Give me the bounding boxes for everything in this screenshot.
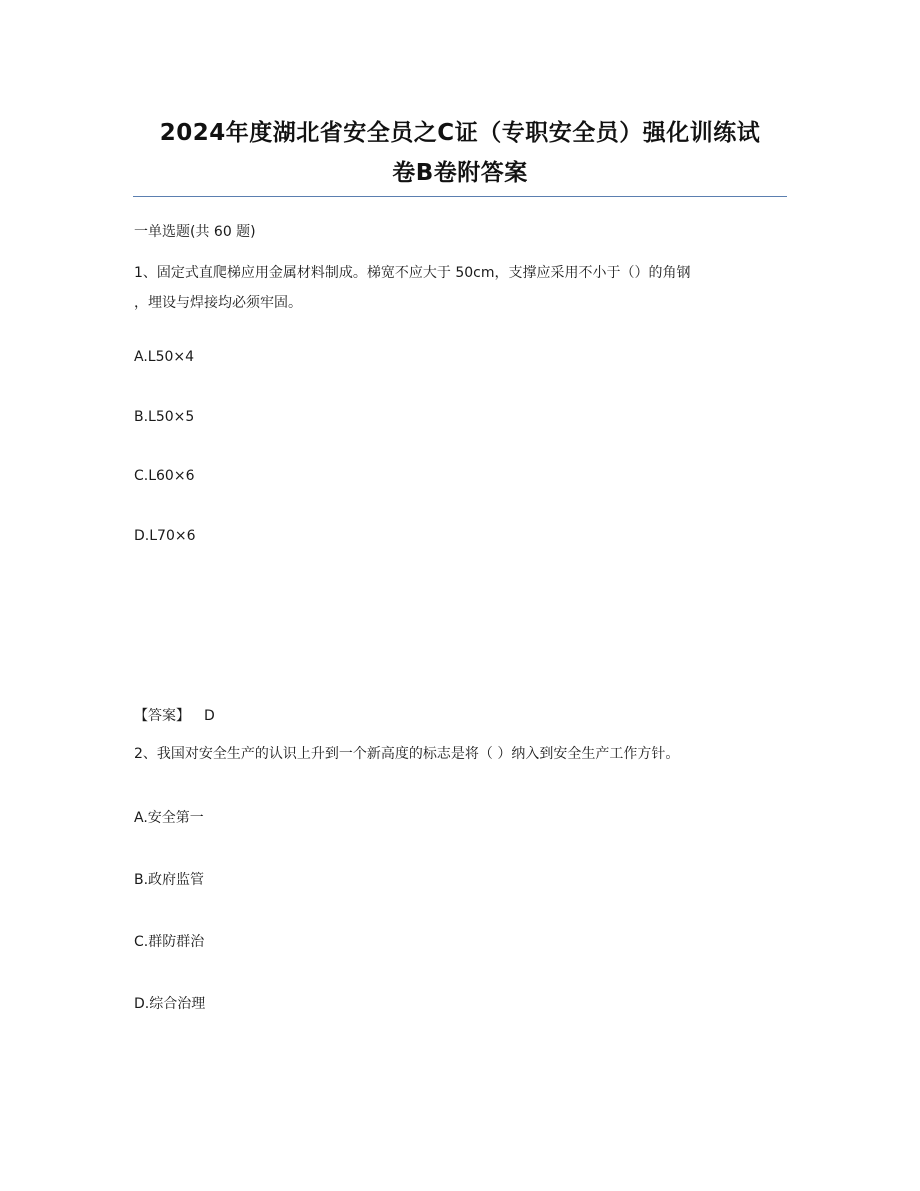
- question-1-option-d: D.L70×6: [134, 528, 196, 544]
- question-2-stem: 2、我国对安全生产的认识上升到一个新高度的标志是将（ ）纳入到安全生产工作方针。: [134, 746, 680, 762]
- question-1-stem-line-1: 1、固定式直爬梯应用金属材料制成。梯宽不应大于 50cm，支撑应采用不小于（）的角钢: [134, 265, 691, 281]
- answer-label: 【答案】: [134, 708, 190, 724]
- question-2-option-a: A.安全第一: [134, 810, 204, 826]
- answer-value: D: [204, 708, 215, 724]
- section-heading: 一单选题(共 60 题): [134, 224, 256, 240]
- question-2-option-b: B.政府监管: [134, 872, 205, 888]
- question-1-stem-line-2: ，埋设与焊接均必须牢固。: [134, 295, 302, 311]
- question-1-option-c: C.L60×6: [134, 468, 195, 484]
- question-1-option-b: B.L50×5: [134, 409, 195, 425]
- question-1-option-a: A.L50×4: [134, 349, 195, 365]
- question-1-stem: [134, 258, 794, 318]
- question-2-option-c: C.群防群治: [134, 934, 205, 950]
- title-divider: [133, 196, 787, 197]
- document-title: [130, 113, 790, 193]
- question-2-option-d: D.综合治理: [134, 996, 206, 1012]
- document-title-line-2: 卷B卷附答案: [392, 160, 528, 186]
- question-1-answer: [134, 706, 215, 726]
- document-title-line-1: 2024年度湖北省安全员之C证（专职安全员）强化训练试: [159, 120, 761, 146]
